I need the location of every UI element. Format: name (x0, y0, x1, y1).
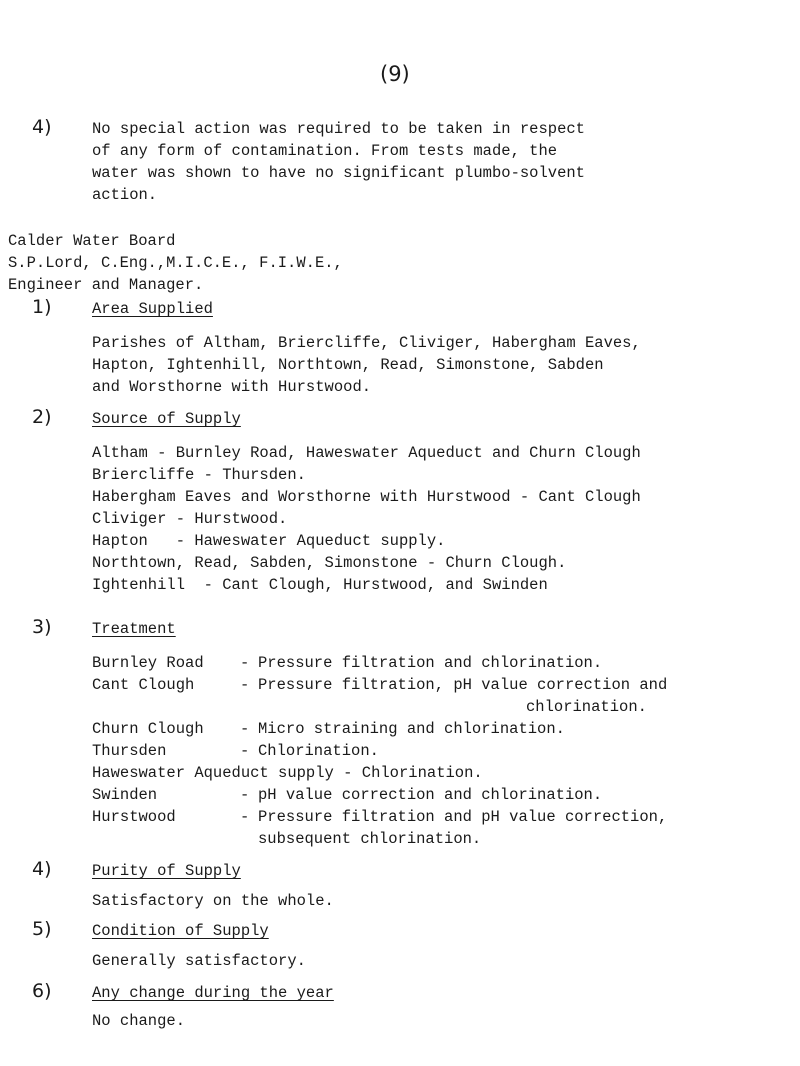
treatment-text: Pressure filtration and chlorination. (258, 654, 603, 672)
condition-text: Generally satisfactory. (92, 952, 306, 970)
treatment-dash: - (240, 808, 250, 826)
treatment-label: Haweswater Aqueduct supply (92, 764, 334, 782)
intro-number: 4) (32, 116, 52, 138)
page-number: (9) (380, 62, 410, 86)
source-line: Northtown, Read, Sabden, Simonstone - Churn Clough. (92, 554, 567, 572)
source-line: Briercliffe - Thursden. (92, 466, 306, 484)
source-line: Cliviger - Hurstwood. (92, 510, 288, 528)
area-line: and Worsthorne with Hurstwood. (92, 378, 372, 396)
area-number: 1) (32, 296, 52, 318)
board-role: Engineer and Manager. (8, 276, 204, 294)
treatment-dash: - (240, 742, 250, 760)
board-name: Calder Water Board (8, 232, 176, 250)
treatment-row (92, 806, 667, 828)
treatment-row (92, 740, 379, 762)
treatment-row (92, 718, 565, 740)
treatment-dash: - (240, 654, 250, 672)
intro-line: No special action was required to be taken in respect (92, 120, 585, 138)
change-heading: Any change during the year (92, 984, 334, 1002)
source-number: 2) (32, 406, 52, 428)
condition-number: 5) (32, 918, 52, 940)
change-text: No change. (92, 1012, 186, 1030)
treatment-dash: - (343, 764, 353, 782)
intro-line: action. (92, 186, 158, 204)
treatment-label: Hurstwood (92, 808, 176, 826)
source-line: Habergham Eaves and Worsthorne with Hurstwood - Cant Clough (92, 488, 641, 506)
source-line: Hapton - Haweswater Aqueduct supply. (92, 532, 446, 550)
intro-line: of any form of contamination. From tests made, the (92, 142, 558, 160)
purity-text: Satisfactory on the whole. (92, 892, 334, 910)
source-line: Ightenhill - Cant Clough, Hurstwood, and Swinden (92, 576, 548, 594)
treatment-row (92, 674, 667, 696)
treatment-text: Chlorination. (361, 764, 483, 782)
purity-number: 4) (32, 858, 52, 880)
source-heading: Source of Supply (92, 410, 241, 428)
treatment-label: Burnley Road (92, 654, 204, 672)
treatment-continuation: subsequent chlorination. (258, 830, 482, 848)
treatment-label: Churn Clough (92, 720, 204, 738)
area-line: Parishes of Altham, Briercliffe, Cliviger, Habergham Eaves, (92, 334, 641, 352)
area-line: Hapton, Ightenhill, Northtown, Read, Simonstone, Sabden (92, 356, 604, 374)
treatment-text: pH value correction and chlorination. (258, 786, 603, 804)
board-officer: S.P.Lord, C.Eng.,M.I.C.E., F.I.W.E., (8, 254, 343, 272)
treatment-label: Cant Clough (92, 676, 195, 694)
area-heading: Area Supplied (92, 300, 213, 318)
condition-heading: Condition of Supply (92, 922, 269, 940)
treatment-dash: - (240, 786, 250, 804)
source-line: Altham - Burnley Road, Haweswater Aqueduct and Churn Clough (92, 444, 641, 462)
treatment-number: 3) (32, 616, 52, 638)
change-number: 6) (32, 980, 52, 1002)
treatment-dash: - (240, 676, 250, 694)
treatment-text: Chlorination. (258, 742, 379, 760)
treatment-row (92, 652, 602, 674)
treatment-continuation: chlorination. (526, 698, 647, 716)
treatment-dash: - (240, 720, 250, 738)
treatment-text: Pressure filtration, pH value correction and (258, 676, 668, 694)
treatment-text: Micro straining and chlorination. (258, 720, 565, 738)
treatment-row (92, 762, 483, 784)
intro-line: water was shown to have no significant plumbo-solvent (92, 164, 585, 182)
treatment-text: Pressure filtration and pH value correction, (258, 808, 668, 826)
treatment-label: Swinden (92, 786, 158, 804)
treatment-label: Thursden (92, 742, 167, 760)
purity-heading: Purity of Supply (92, 862, 241, 880)
treatment-row (92, 784, 602, 806)
treatment-heading: Treatment (92, 620, 176, 638)
